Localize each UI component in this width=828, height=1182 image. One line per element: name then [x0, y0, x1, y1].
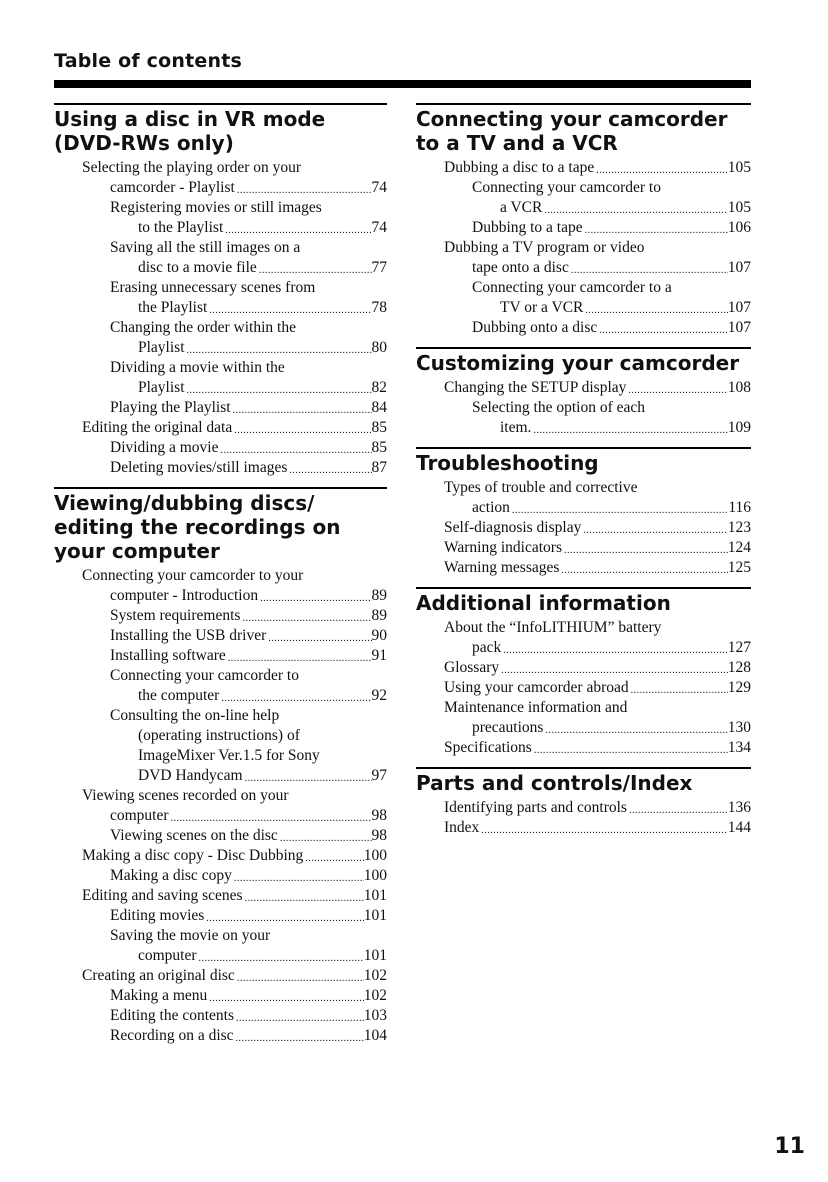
- toc-entry-page: 80: [371, 339, 387, 356]
- toc-entry: [416, 538, 751, 558]
- toc-entry: [54, 906, 387, 926]
- toc-entry-page: 128: [727, 659, 751, 676]
- toc-entry: [54, 438, 387, 458]
- toc-entry-page: 98: [371, 827, 387, 844]
- toc-entry: [54, 458, 387, 478]
- page-number: 11: [774, 1134, 805, 1159]
- toc-entry-list: [54, 158, 387, 478]
- toc-entry-text: Saving all the still images on a: [110, 239, 301, 256]
- toc-entry-text: precautions: [472, 719, 544, 736]
- dot-leader: [243, 892, 364, 906]
- toc-entry-text: item.: [500, 419, 532, 436]
- toc-entry-text: pack: [472, 639, 502, 656]
- dot-leader: [197, 952, 364, 966]
- toc-entry-text: Making a menu: [110, 987, 208, 1004]
- toc-section: [416, 347, 751, 438]
- toc-entry-page: 105: [727, 159, 751, 176]
- section-title: Viewing/dubbing discs/ editing the recordings on your computer: [54, 491, 341, 563]
- dot-leader: [627, 804, 728, 818]
- toc-entry-text: Installing software: [110, 647, 226, 664]
- toc-entry-text: Connecting your camcorder to your: [82, 567, 304, 584]
- toc-entry: [416, 398, 751, 418]
- toc-entry: [416, 278, 751, 298]
- toc-entry-page: 107: [727, 299, 751, 316]
- toc-entry: [54, 398, 387, 418]
- toc-entry-text: action: [472, 499, 510, 516]
- dot-leader: [185, 384, 372, 398]
- toc-entry-page: 105: [727, 199, 751, 216]
- toc-entry: [416, 678, 751, 698]
- toc-entry-page: 109: [727, 419, 751, 436]
- toc-entry: [416, 738, 751, 758]
- toc-entry-text: Creating an original disc: [82, 967, 235, 984]
- toc-entry-text: camcorder - Playlist: [110, 179, 235, 196]
- dot-leader: [499, 664, 728, 678]
- toc-entry-text: Deleting movies/still images: [110, 459, 288, 476]
- toc-entry: [54, 766, 387, 786]
- section-title: Additional information: [416, 591, 671, 615]
- toc-entry-list: [416, 798, 751, 838]
- toc-entry-page: 84: [371, 399, 387, 416]
- toc-entry-text: to the Playlist: [138, 219, 224, 236]
- section-title: Connecting your camcorder to a TV and a VCR: [416, 107, 728, 155]
- toc-entry-page: 127: [727, 639, 751, 656]
- toc-entry-page: 124: [727, 539, 751, 556]
- toc-entry: [416, 698, 751, 718]
- toc-entry: [416, 518, 751, 538]
- toc-entry: [54, 258, 387, 278]
- toc-entry-text: disc to a movie file: [138, 259, 257, 276]
- toc-entry: [416, 658, 751, 678]
- toc-entry: [416, 818, 751, 838]
- toc-entry: [416, 718, 751, 738]
- toc-entry: [54, 586, 387, 606]
- toc-entry: [54, 846, 387, 866]
- dot-leader: [219, 692, 371, 706]
- toc-entry: [54, 626, 387, 646]
- toc-entry-page: 102: [363, 967, 387, 984]
- toc-entry: [54, 1026, 387, 1046]
- toc-entry: [416, 498, 751, 518]
- dot-leader: [583, 304, 727, 318]
- dot-leader: [597, 324, 727, 338]
- toc-column-right: [416, 103, 751, 838]
- toc-entry-page: 97: [371, 767, 387, 784]
- toc-entry: [54, 746, 387, 766]
- dot-leader: [543, 724, 727, 738]
- toc-entry-text: Consulting the on-line help: [110, 707, 280, 724]
- toc-entry-text: Index: [444, 819, 480, 836]
- toc-entry-text: TV or a VCR: [500, 299, 584, 316]
- toc-entry-page: 89: [371, 587, 387, 604]
- section-title: Troubleshooting: [416, 451, 599, 475]
- section-title: Parts and controls/Index: [416, 771, 693, 795]
- toc-entry: [54, 926, 387, 946]
- dot-leader: [234, 1012, 364, 1026]
- toc-entry: [54, 218, 387, 238]
- toc-entry-list: [416, 478, 751, 578]
- toc-entry-text: Playlist: [138, 379, 185, 396]
- dot-leader: [266, 632, 371, 646]
- dot-leader: [287, 464, 371, 478]
- toc-entry-page: 74: [371, 219, 387, 236]
- toc-entry: [54, 278, 387, 298]
- toc-entry: [416, 298, 751, 318]
- toc-entry-page: 100: [363, 867, 387, 884]
- toc-entry: [416, 378, 751, 398]
- toc-entry-page: 108: [727, 379, 751, 396]
- toc-entry-text: About the “InfoLITHIUM” battery: [444, 619, 662, 636]
- dot-leader: [226, 652, 372, 666]
- toc-entry: [54, 198, 387, 218]
- toc-entry-page: 101: [363, 907, 387, 924]
- toc-entry-page: 134: [727, 739, 751, 756]
- toc-entry: [416, 318, 751, 338]
- dot-leader: [207, 304, 371, 318]
- toc-entry: [54, 178, 387, 198]
- toc-entry: [54, 418, 387, 438]
- toc-entry-text: Editing movies: [110, 907, 205, 924]
- toc-entry-text: Changing the order within the: [110, 319, 296, 336]
- dot-leader: [626, 384, 727, 398]
- toc-entry: [54, 826, 387, 846]
- toc-entry: [416, 198, 751, 218]
- dot-leader: [207, 992, 363, 1006]
- dot-leader: [531, 424, 727, 438]
- dot-leader: [629, 684, 728, 698]
- toc-entry-text: the computer: [138, 687, 220, 704]
- toc-entry: [54, 1006, 387, 1026]
- toc-entry: [54, 706, 387, 726]
- toc-entry: [54, 726, 387, 746]
- toc-entry: [416, 798, 751, 818]
- toc-entry-text: System requirements: [110, 607, 241, 624]
- toc-entry: [54, 378, 387, 398]
- dot-leader: [303, 852, 363, 866]
- toc-entry-text: Identifying parts and controls: [444, 799, 627, 816]
- toc-entry-text: Viewing scenes on the disc: [110, 827, 278, 844]
- toc-entry: [54, 606, 387, 626]
- toc-entry-text: Erasing unnecessary scenes from: [110, 279, 316, 296]
- toc-entry-text: Types of trouble and corrective: [444, 479, 638, 496]
- toc-entry: [416, 418, 751, 438]
- toc-entry-page: 91: [371, 647, 387, 664]
- toc-entry-page: 101: [363, 887, 387, 904]
- toc-entry: [54, 986, 387, 1006]
- dot-leader: [219, 444, 372, 458]
- toc-entry-text: Installing the USB driver: [110, 627, 267, 644]
- toc-entry: [54, 686, 387, 706]
- toc-entry-text: the Playlist: [138, 299, 208, 316]
- toc-entry-page: 136: [727, 799, 751, 816]
- toc-entry-text: computer: [110, 807, 169, 824]
- dot-leader: [278, 832, 372, 846]
- toc-entry-list: [416, 378, 751, 438]
- toc-entry-page: 144: [727, 819, 751, 836]
- toc-entry: [54, 238, 387, 258]
- toc-section: [416, 767, 751, 838]
- dot-leader: [479, 824, 727, 838]
- toc-entry-text: Glossary: [444, 659, 500, 676]
- toc-entry: [416, 158, 751, 178]
- toc-entry-text: Registering movies or still images: [110, 199, 322, 216]
- toc-entry-text: Making a disc copy - Disc Dubbing: [82, 847, 304, 864]
- toc-entry-page: 82: [371, 379, 387, 396]
- dot-leader: [257, 264, 372, 278]
- toc-entry-text: Editing the contents: [110, 1007, 234, 1024]
- toc-entry: [54, 866, 387, 886]
- toc-entry-page: 116: [728, 499, 751, 516]
- toc-entry: [54, 298, 387, 318]
- toc-entry-text: (operating instructions) of: [138, 727, 300, 744]
- toc-entry-text: Dubbing to a tape: [472, 219, 583, 236]
- toc-entry-text: Making a disc copy: [110, 867, 232, 884]
- toc-entry-text: Dubbing a disc to a tape: [444, 159, 595, 176]
- dot-leader: [235, 184, 372, 198]
- dot-leader: [240, 612, 371, 626]
- toc-section: [54, 487, 387, 1046]
- toc-entry-text: Recording on a disc: [110, 1027, 234, 1044]
- toc-entry-text: Warning messages: [444, 559, 560, 576]
- toc-entry-text: Warning indicators: [444, 539, 562, 556]
- toc-entry-text: Dividing a movie within the: [110, 359, 285, 376]
- toc-entry-text: Viewing scenes recorded on your: [82, 787, 289, 804]
- toc-entry: [416, 478, 751, 498]
- toc-entry-text: ImageMixer Ver.1.5 for Sony: [138, 747, 320, 764]
- toc-entry-page: 87: [371, 459, 387, 476]
- dot-leader: [232, 872, 364, 886]
- dot-leader: [594, 164, 728, 178]
- dot-leader: [169, 812, 372, 826]
- toc-entry-text: Editing the original data: [82, 419, 233, 436]
- toc-entry-page: 74: [371, 179, 387, 196]
- toc-entry-text: Changing the SETUP display: [444, 379, 627, 396]
- toc-entry-text: Using your camcorder abroad: [444, 679, 629, 696]
- dot-leader: [532, 744, 728, 758]
- toc-entry-page: 85: [371, 439, 387, 456]
- toc-entry-page: 101: [363, 947, 387, 964]
- toc-entry-page: 100: [363, 847, 387, 864]
- toc-entry-text: computer - Introduction: [110, 587, 259, 604]
- toc-entry-list: [54, 566, 387, 1046]
- toc-entry-page: 129: [727, 679, 751, 696]
- toc-section: [54, 103, 387, 478]
- dot-leader: [185, 344, 372, 358]
- toc-entry-page: 106: [727, 219, 751, 236]
- toc-section: [416, 587, 751, 758]
- toc-entry-page: 125: [727, 559, 751, 576]
- toc-entry: [54, 806, 387, 826]
- toc-entry-page: 89: [371, 607, 387, 624]
- toc-entry-text: Connecting your camcorder to a: [472, 279, 672, 296]
- toc-entry-text: DVD Handycam: [138, 767, 243, 784]
- dot-leader: [223, 224, 371, 238]
- dot-leader: [583, 224, 728, 238]
- dot-leader: [581, 524, 727, 538]
- toc-entry-text: Playing the Playlist: [110, 399, 231, 416]
- toc-entry: [54, 318, 387, 338]
- toc-entry-text: computer: [138, 947, 197, 964]
- toc-entry: [54, 966, 387, 986]
- toc-entry-text: a VCR: [500, 199, 543, 216]
- toc-entry-text: Selecting the playing order on your: [82, 159, 302, 176]
- toc-entry-page: 78: [371, 299, 387, 316]
- toc-entry: [54, 358, 387, 378]
- toc-entry-page: 98: [371, 807, 387, 824]
- toc-entry-list: [416, 158, 751, 338]
- toc-entry-text: Dividing a movie: [110, 439, 219, 456]
- toc-entry: [416, 238, 751, 258]
- toc-entry-page: 107: [727, 259, 751, 276]
- toc-entry-text: Dubbing onto a disc: [472, 319, 598, 336]
- toc-entry: [416, 178, 751, 198]
- toc-entry: [54, 666, 387, 686]
- dot-leader: [235, 972, 364, 986]
- dot-leader: [559, 564, 727, 578]
- dot-leader: [569, 264, 728, 278]
- toc-entry-text: Saving the movie on your: [110, 927, 271, 944]
- toc-entry: [54, 946, 387, 966]
- dot-leader: [234, 1032, 364, 1046]
- section-title: Customizing your camcorder: [416, 351, 740, 375]
- toc-entry-text: Self-diagnosis display: [444, 519, 582, 536]
- dot-leader: [510, 504, 728, 518]
- toc-entry-page: 103: [363, 1007, 387, 1024]
- toc-entry-page: 90: [371, 627, 387, 644]
- toc-entry-page: 77: [371, 259, 387, 276]
- toc-entry: [54, 786, 387, 806]
- toc-entry-text: Specifications: [444, 739, 532, 756]
- dot-leader: [542, 204, 727, 218]
- toc-entry: [54, 646, 387, 666]
- toc-entry: [416, 258, 751, 278]
- toc-entry-text: Connecting your camcorder to: [472, 179, 661, 196]
- toc-entry-page: 130: [727, 719, 751, 736]
- toc-entry-text: Editing and saving scenes: [82, 887, 243, 904]
- page-title: Table of contents: [54, 50, 243, 72]
- dot-leader: [232, 424, 371, 438]
- toc-section: [416, 447, 751, 578]
- toc-entry-text: Playlist: [138, 339, 185, 356]
- toc-column-left: [54, 103, 387, 1046]
- toc-entry-page: 123: [727, 519, 751, 536]
- section-title: Using a disc in VR mode (DVD-RWs only): [54, 107, 326, 155]
- toc-entry-text: Selecting the option of each: [472, 399, 646, 416]
- dot-leader: [231, 404, 372, 418]
- header-rule: [54, 80, 751, 88]
- toc-entry-page: 92: [371, 687, 387, 704]
- toc-entry: [54, 338, 387, 358]
- dot-leader: [243, 772, 372, 786]
- toc-entry: [416, 618, 751, 638]
- toc-entry: [416, 638, 751, 658]
- toc-entry-text: Dubbing a TV program or video: [444, 239, 645, 256]
- toc-entry-page: 107: [727, 319, 751, 336]
- dot-leader: [501, 644, 727, 658]
- dot-leader: [258, 592, 371, 606]
- toc-entry: [54, 158, 387, 178]
- toc-entry: [416, 218, 751, 238]
- toc-entry-page: 85: [371, 419, 387, 436]
- toc-entry-page: 102: [363, 987, 387, 1004]
- toc-entry-list: [416, 618, 751, 758]
- toc-entry-text: Maintenance information and: [444, 699, 628, 716]
- toc-entry-page: 104: [363, 1027, 387, 1044]
- toc-entry: [54, 566, 387, 586]
- toc-section: [416, 103, 751, 338]
- toc-entry-text: Connecting your camcorder to: [110, 667, 299, 684]
- toc-entry: [54, 886, 387, 906]
- dot-leader: [562, 544, 728, 558]
- toc-entry: [416, 558, 751, 578]
- toc-entry-text: tape onto a disc: [472, 259, 569, 276]
- dot-leader: [204, 912, 363, 926]
